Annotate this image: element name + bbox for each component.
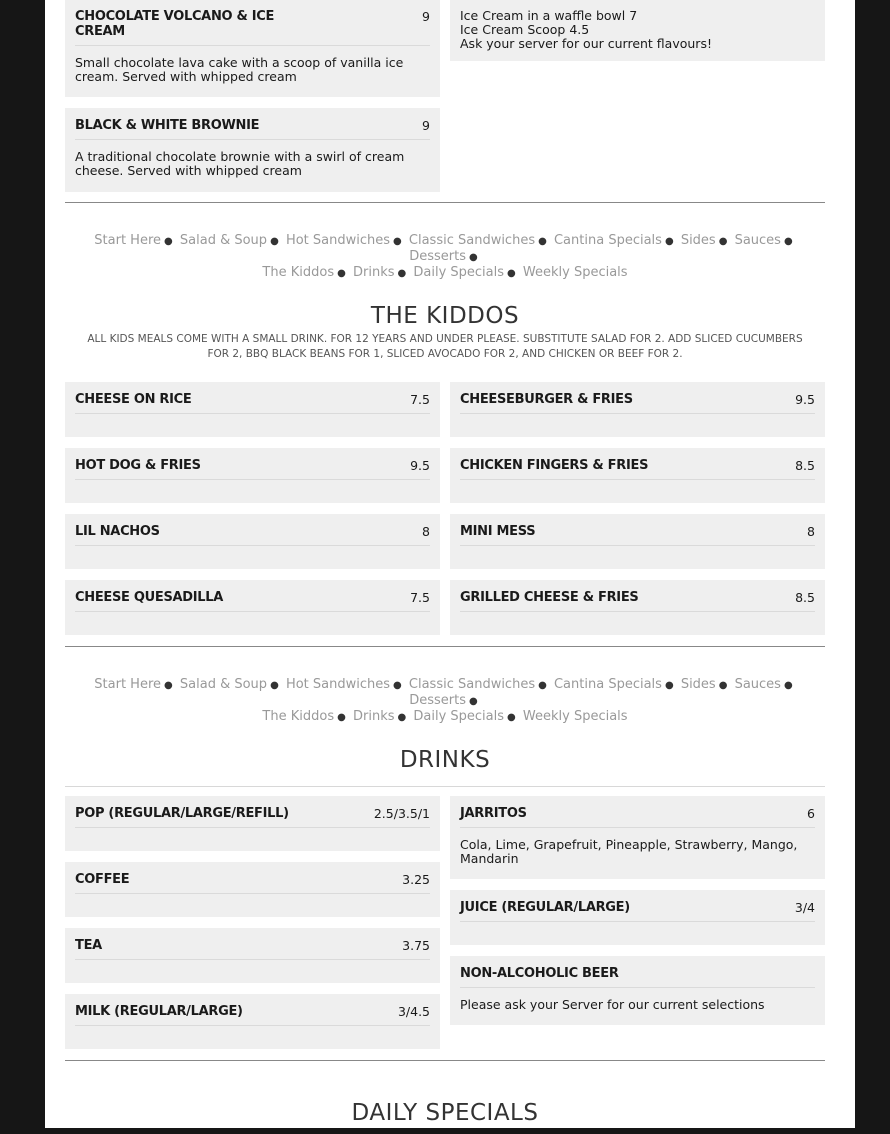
nav-separator: ●	[507, 268, 516, 279]
section-underline	[65, 786, 825, 787]
menu-item-price: 9.5	[410, 458, 430, 473]
menu-item-card	[450, 580, 825, 635]
menu-item-card	[65, 108, 440, 192]
nav-separator: ●	[393, 680, 402, 691]
nav-link-salad-soup[interactable]: Salad & Soup	[179, 677, 268, 692]
menu-item-name: CHEESEBURGER & FRIES	[460, 392, 633, 407]
section-note-kiddos: ALL KIDS MEALS COME WITH A SMALL DRINK. FOR 12 YEARS AND UNDER PLEASE. SUBSTITUTE SALAD FOR 2. ADD SLICED CUCUMBERS FOR 2, BBQ BLACK BEANS FOR 1, SLICED AVOCADO FOR 2, AND CHICKEN OR BEEF FOR 2.	[87, 333, 803, 360]
menu-item-price: 9.5	[795, 392, 815, 407]
menu-item-name: TEA	[75, 938, 102, 953]
nav-link-daily-specials[interactable]: Daily Specials	[413, 265, 505, 280]
ice-cream-line: Ask your server for our current flavours!	[460, 36, 712, 51]
nav-separator: ●	[337, 712, 346, 723]
nav-separator: ●	[337, 268, 346, 279]
menu-item-name: NON-ALCOHOLIC BEER	[460, 966, 619, 981]
menu-item-price: 3.75	[402, 938, 430, 953]
menu-item-price: 9	[422, 9, 430, 24]
nav-link-start-here[interactable]: Start Here	[94, 677, 162, 692]
menu-item-name: POP (REGULAR/LARGE/REFILL)	[75, 806, 289, 821]
menu-item-card	[65, 382, 440, 437]
menu-item-card	[65, 448, 440, 503]
nav-separator: ●	[270, 236, 279, 247]
menu-item-price: 3.25	[402, 872, 430, 887]
menu-item-price: 3/4	[794, 900, 815, 915]
menu-item-card	[65, 580, 440, 635]
menu-item-name: CHEESE QUESADILLA	[75, 590, 224, 605]
nav-separator: ●	[397, 712, 407, 723]
nav-link-sides[interactable]: Sides	[680, 233, 716, 248]
nav-separator: ●	[507, 712, 516, 723]
menu-item-price: 3/4.5	[397, 1004, 430, 1019]
menu-item-name: COFFEE	[75, 872, 130, 887]
menu-item-description: A traditional chocolate brownie with a swirl of cream cheese. Served with whipped cream	[75, 149, 405, 178]
section-title-drinks: DRINKS	[399, 747, 491, 773]
nav-link-desserts[interactable]: Desserts	[409, 249, 467, 264]
nav-separator: ●	[718, 680, 728, 691]
menu-item-name: BLACK & WHITE BROWNIE	[75, 118, 260, 133]
nav-link-desserts[interactable]: Desserts	[409, 693, 467, 708]
nav-separator: ●	[469, 252, 478, 263]
nav-link-cantina-specials[interactable]: Cantina Specials	[553, 233, 662, 248]
menu-page	[45, 0, 855, 1134]
menu-item-name: CHEESE ON RICE	[75, 392, 192, 407]
menu-item-name: MILK (REGULAR/LARGE)	[75, 1004, 243, 1019]
nav-separator: ●	[469, 696, 478, 707]
menu-item-name: JUICE (REGULAR/LARGE)	[460, 900, 630, 915]
menu-item-card	[65, 796, 440, 851]
nav-link-the-kiddos[interactable]: The Kiddos	[262, 709, 335, 724]
bottom-bar	[0, 1128, 890, 1134]
nav-separator: ●	[538, 680, 547, 691]
nav-link-sauces[interactable]: Sauces	[734, 233, 781, 248]
section-title-daily-specials: DAILY SPECIALS	[351, 1100, 539, 1126]
nav-link-hot-sandwiches[interactable]: Hot Sandwiches	[285, 677, 391, 692]
section-divider	[65, 1060, 825, 1061]
section-divider	[65, 202, 825, 203]
nav-link-drinks[interactable]: Drinks	[352, 709, 395, 724]
nav-link-weekly-specials[interactable]: Weekly Specials	[522, 709, 628, 724]
menu-item-name: HOT DOG & FRIES	[75, 458, 201, 473]
menu-item-name: CHOCOLATE VOLCANO & ICE CREAM	[75, 9, 275, 39]
menu-item-name: MINI MESS	[460, 524, 536, 539]
nav-separator: ●	[164, 236, 173, 247]
menu-item-card	[450, 448, 825, 503]
menu-item-card	[65, 0, 440, 97]
menu-item-name: CHICKEN FINGERS & FRIES	[460, 458, 649, 473]
nav-link-sauces[interactable]: Sauces	[734, 677, 781, 692]
ice-cream-line: Ice Cream Scoop 4.5	[460, 22, 590, 37]
menu-item-card	[450, 890, 825, 945]
menu-item-price: 8	[422, 524, 430, 539]
menu-item-card	[450, 382, 825, 437]
nav-separator: ●	[664, 236, 674, 247]
menu-item-description: Please ask your Server for our current selections	[460, 997, 765, 1012]
nav-separator: ●	[718, 236, 728, 247]
menu-item-card	[65, 928, 440, 983]
menu-item-price: 7.5	[410, 392, 430, 407]
nav-link-hot-sandwiches[interactable]: Hot Sandwiches	[285, 233, 391, 248]
menu-item-name: GRILLED CHEESE & FRIES	[460, 590, 639, 605]
nav-link-daily-specials[interactable]: Daily Specials	[413, 709, 505, 724]
menu-item-price: 7.5	[410, 590, 430, 605]
ice-cream-card	[450, 0, 825, 61]
menu-item-price: 8.5	[795, 458, 815, 473]
menu-item-card	[450, 796, 825, 879]
menu-item-price: 2.5/3.5/1	[373, 806, 430, 821]
nav-link-cantina-specials[interactable]: Cantina Specials	[553, 677, 662, 692]
section-title-kiddos: THE KIDDOS	[370, 303, 520, 329]
menu-item-price: 8.5	[795, 590, 815, 605]
nav-separator: ●	[664, 680, 674, 691]
menu-item-description: Cola, Lime, Grapefruit, Pineapple, Strawberry, Mango, Mandarin	[460, 837, 798, 866]
nav-link-drinks[interactable]: Drinks	[352, 265, 395, 280]
menu-item-price: 8	[807, 524, 815, 539]
nav-separator: ●	[783, 680, 793, 691]
nav-link-sides[interactable]: Sides	[680, 677, 716, 692]
nav-separator: ●	[393, 236, 402, 247]
nav-separator: ●	[164, 680, 173, 691]
nav-link-the-kiddos[interactable]: The Kiddos	[262, 265, 335, 280]
nav-link-classic-sandwiches[interactable]: Classic Sandwiches	[408, 677, 536, 692]
menu-item-card	[65, 514, 440, 569]
nav-link-start-here[interactable]: Start Here	[94, 233, 162, 248]
nav-separator: ●	[270, 680, 279, 691]
menu-item-card	[65, 994, 440, 1049]
section-nav	[65, 677, 825, 725]
menu-item-name: JARRITOS	[460, 806, 527, 821]
nav-separator: ●	[783, 236, 793, 247]
menu-item-card	[450, 956, 825, 1025]
ice-cream-line: Ice Cream in a waffle bowl 7	[460, 8, 638, 23]
menu-item-card	[65, 862, 440, 917]
menu-item-price: 6	[807, 806, 815, 821]
menu-item-card	[450, 514, 825, 569]
section-nav	[65, 233, 825, 281]
nav-separator: ●	[397, 268, 407, 279]
nav-link-classic-sandwiches[interactable]: Classic Sandwiches	[408, 233, 536, 248]
menu-item-name: LIL NACHOS	[75, 524, 160, 539]
menu-item-price: 9	[422, 118, 430, 133]
nav-link-weekly-specials[interactable]: Weekly Specials	[522, 265, 628, 280]
menu-item-description: Small chocolate lava cake with a scoop of vanilla ice cream. Served with whipped cream	[75, 55, 404, 84]
nav-link-salad-soup[interactable]: Salad & Soup	[179, 233, 268, 248]
nav-separator: ●	[538, 236, 547, 247]
section-divider	[65, 646, 825, 647]
